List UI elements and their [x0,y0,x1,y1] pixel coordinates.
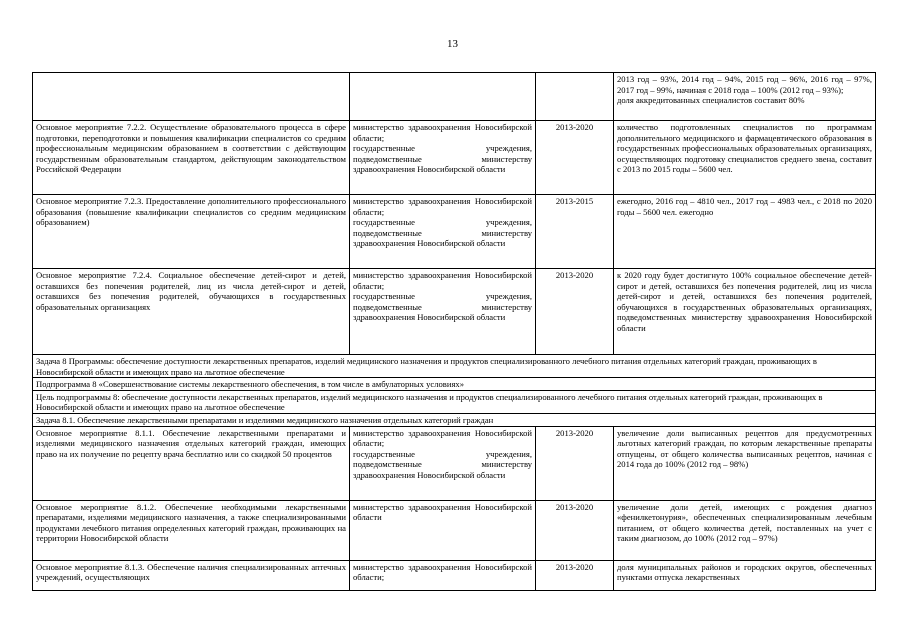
program-measures-table [32,72,876,591]
subprogram-heading: Подпрограмма 8 «Совершенствование системы лекарственного обеспечения, в том числе в амбулаторных условиях» [33,378,876,391]
measure-name-cell: Основное мероприятие 8.1.3. Обеспечение наличия специализированных аптечных учреждений, осуществляющих [33,560,350,590]
period-cell: 2013-2020 [536,426,614,500]
measure-name-cell: Основное мероприятие 8.1.1. Обеспечение лекарственными препаратами и изделиями медицинского назначения отдельных категорий граждан, имеющих право на их получение по рецепту врача бесплатно или со скидкой 50 процентов [33,426,350,500]
executor-cell: министерство здравоохранения Новосибирской области; государственные учреждения, подведомственные министерству здравоохранения Новосибирской области [350,195,536,269]
executor-cell [350,73,536,121]
executor-cell: министерство здравоохранения Новосибирской области; государственные учреждения, подведомственные министерству здравоохранения Новосибирской области [350,426,536,500]
measure-name-cell: Основное мероприятие 7.2.4. Социальное обеспечение детей-сирот и детей, оставшихся без попечения родителей, лиц из числа детей-сирот и детей, оставшихся без попечения родителей, обучающихся в государственных образовательных организациях [33,269,350,355]
period-cell: 2013-2020 [536,500,614,560]
executor-cell: министерство здравоохранения Новосибирской области; государственные учреждения, подведомственные министерству здравоохранения Новосибирской области [350,121,536,195]
subprogram-goal: Цель подпрограммы 8: обеспечение доступности лекарственных препаратов, изделий медицинского назначения и продуктов специализированного лечебного питания отдельных категорий граждан, проживающих в Новосибирской области и имеющих право на льготное обеспечение [33,390,876,413]
expected-result-cell: к 2020 году будет достигнуто 100% социальное обеспечение детей-сирот и детей, оставшихся без попечения родителей, лиц из числа детей-сирот и детей, оставшихся без попечения родителей, обучающихся в государственных образовательных организациях, подведомственных министерству здравоохранения Новосибирской области [614,269,876,355]
table-row [33,355,876,378]
executor-cell: министерство здравоохранения Новосибирской области [350,500,536,560]
table-row [33,426,876,500]
table-row [33,121,876,195]
expected-result-cell: количество подготовленных специалистов по программам дополнительного медицинского и фармацевтического образования в государственных профессиональных образовательных организациях, осуществляющих подготовку специалистов среднего звена, составит с 2013 по 2015 годы – 5600 чел. [614,121,876,195]
period-cell: 2013-2020 [536,121,614,195]
period-cell [536,73,614,121]
task-heading: Задача 8.1. Обеспечение лекарственными препаратами и изделиями медицинского назначения отдельных категорий граждан [33,413,876,426]
measure-name-cell: Основное мероприятие 7.2.2. Осуществление образовательного процесса в сфере подготовки, переподготовки и повышения квалификации специалистов со средним профессиональным медицинским образованием в соответствии с действующим государственным образовательным стандартом, действующим законодательством Российской Федерации [33,121,350,195]
executor-cell: министерство здравоохранения Новосибирской области; государственные учреждения, подведомственные министерству здравоохранения Новосибирской области [350,269,536,355]
table-row [33,500,876,560]
table-row [33,73,876,121]
task-heading: Задача 8 Программы: обеспечение доступности лекарственных препаратов, изделий медицинского назначения и продуктов специализированного лечебного питания отдельных категорий граждан, проживающих в Новосибирской области и имеющих право на льготное обеспечение [33,355,876,378]
table-row [33,269,876,355]
expected-result-cell: ежегодно, 2016 год – 4810 чел., 2017 год – 4983 чел., с 2018 по 2020 годы – 5600 чел. ежегодно [614,195,876,269]
measure-name-cell [33,73,350,121]
expected-result-cell: 2013 год – 93%, 2014 год – 94%, 2015 год – 96%, 2016 год – 97%, 2017 год – 99%, начиная с 2018 года – 100% (2012 год – 93%); доля аккредитованных специалистов составит 80% [614,73,876,121]
table-row [33,378,876,391]
measure-name-cell: Основное мероприятие 8.1.2. Обеспечение необходимыми лекарственными препаратами, изделиями медицинского назначения, а также специализированными продуктами лечебного питания определенных категорий граждан, проживающих на территории Новосибирской области [33,500,350,560]
table-row [33,560,876,590]
executor-cell: министерство здравоохранения Новосибирской области; [350,560,536,590]
page-number: 13 [447,38,458,50]
expected-result-cell: увеличение доли детей, имеющих с рождения диагноз «фенилкетонурия», обеспеченных специализированным лечебным питанием, от общего количества детей, поставленных на учет с таким диагнозом, до 100% (2012 год – 97%) [614,500,876,560]
table-row [33,413,876,426]
table-row [33,195,876,269]
expected-result-cell: увеличение доли выписанных рецептов для предусмотренных льготных категорий граждан, по которым лекарственные препараты отпущены, от общего количества выписанных рецептов, начиная с 2014 года до 100% (2012 год – 98%) [614,426,876,500]
expected-result-cell: доля муниципальных районов и городских округов, обеспеченных пунктами отпуска лекарственных [614,560,876,590]
period-cell: 2013-2020 [536,269,614,355]
period-cell: 2013-2020 [536,560,614,590]
table-row [33,390,876,413]
measure-name-cell: Основное мероприятие 7.2.3. Предоставление дополнительного профессионального образования (повышение квалификации специалистов со средним медицинским образованием) [33,195,350,269]
period-cell: 2013-2015 [536,195,614,269]
